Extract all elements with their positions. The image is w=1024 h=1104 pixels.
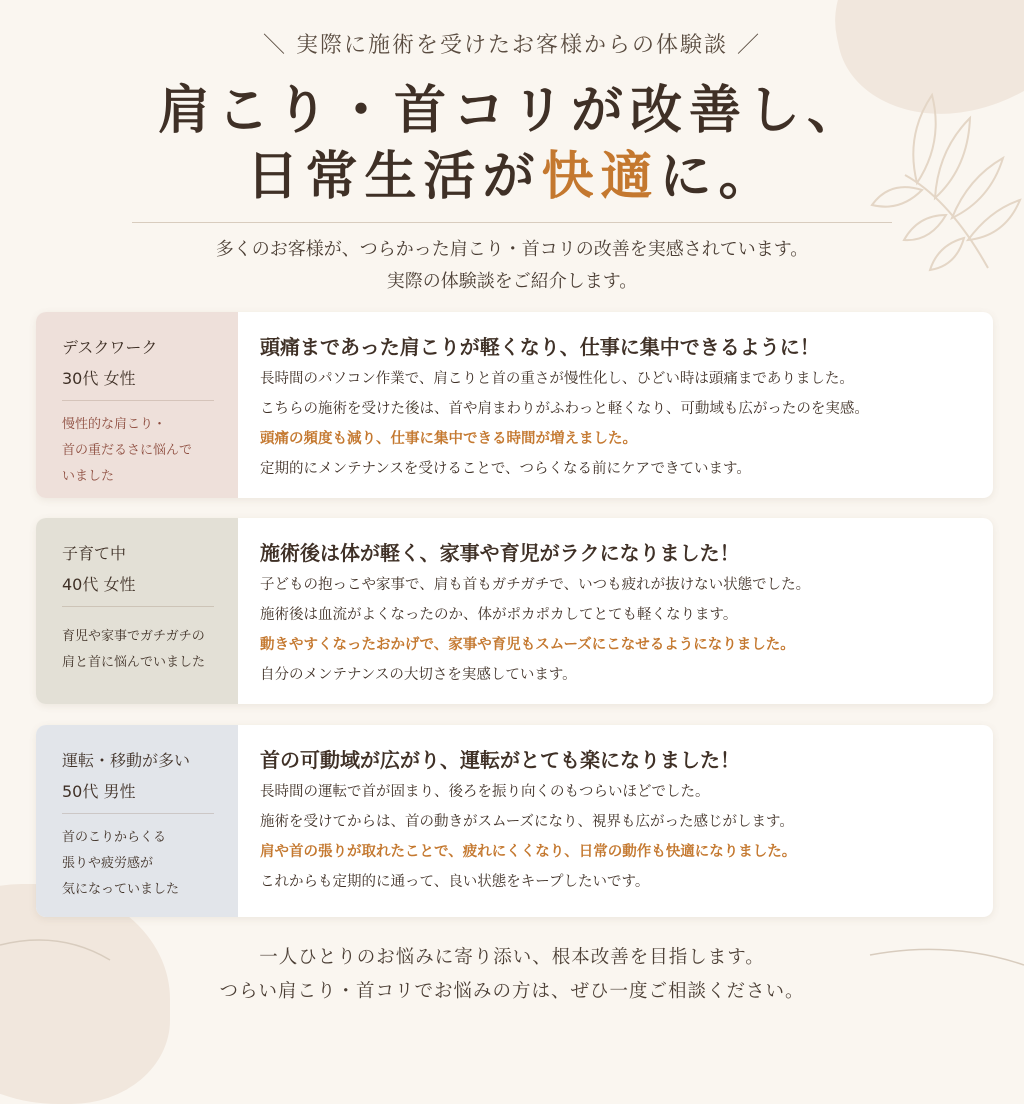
worry-line: 首の重だるさに悩んで — [62, 443, 193, 458]
worry-line: 張りや疲労感が — [62, 856, 154, 871]
customer-worry — [62, 825, 232, 903]
testimonial-title: 首の可動域が広がり、運転がとても楽になりました！ — [260, 748, 740, 772]
worry-line: いました — [62, 469, 115, 484]
customer-info — [62, 745, 232, 807]
testimonial-body — [260, 743, 982, 897]
customer-age-gender: 40代 女性 — [62, 575, 136, 594]
customer-worry — [62, 412, 232, 490]
testimonial-body — [260, 536, 982, 690]
worry-line: 肩と首に悩んでいました — [62, 655, 206, 670]
testimonial-line: 長時間のパソコン作業で、肩こりと首の重さが慢性化し、ひどい時は頭痛までありました。 — [260, 371, 854, 387]
headline — [0, 78, 1024, 210]
worry-line: 育児や家事でガチガチの — [62, 629, 205, 644]
testimonial-line: 定期的にメンテナンスを受けることで、つらくなる前にケアできています。 — [260, 461, 751, 477]
customer-age-gender: 30代 女性 — [62, 369, 136, 388]
headline-line-2 — [0, 144, 1024, 210]
testimonial-line: 自分のメンテナンスの大切さを実感しています。 — [260, 667, 577, 683]
customer-worry — [62, 624, 232, 676]
intro-line-2: 実際の体験談をご紹介します。 — [386, 271, 638, 292]
testimonial-profile — [36, 725, 238, 917]
worry-line: 気になっていました — [62, 882, 180, 897]
testimonial-title: 頭痛まであった肩こりが軽くなり、仕事に集中できるように！ — [260, 335, 820, 359]
profile-divider — [62, 813, 214, 814]
testimonial-card — [36, 518, 993, 704]
profile-divider — [62, 606, 214, 607]
testimonial-card — [36, 312, 993, 498]
intro-text — [0, 234, 1024, 298]
customer-age-gender: 50代 男性 — [62, 782, 136, 801]
testimonial-card — [36, 725, 993, 917]
closing-line-1: 一人ひとりのお悩みに寄り添い、根本改善を目指します。 — [259, 947, 765, 968]
closing-line-2: つらい肩こり・首コリでお悩みの方は、ぜひ一度ご相談ください。 — [219, 981, 805, 1002]
testimonial-highlight-line: 動きやすくなったおかげで、家事や育児もスムーズにこなせるようになりました。 — [260, 637, 795, 653]
testimonial-line: 施術後は血流がよくなったのか、体がポカポカしてとても軽くなります。 — [260, 607, 738, 623]
customer-category: 子育て中 — [62, 544, 127, 563]
testimonial-profile — [36, 312, 238, 498]
testimonial-profile — [36, 518, 238, 704]
customer-category: デスクワーク — [62, 338, 158, 357]
testimonial-line: 子どもの抱っこや家事で、肩も首もガチガチで、いつも疲れが抜けない状態でした。 — [260, 577, 811, 593]
testimonial-title: 施術後は体が軽く、家事や育児がラクになりました！ — [260, 541, 740, 565]
worry-line: 慢性的な肩こり・ — [62, 417, 167, 432]
customer-info — [62, 332, 232, 394]
testimonial-line: こちらの施術を受けた後は、首や肩まわりがふわっと軽くなり、可動域も広がったのを実感。 — [260, 401, 869, 417]
intro-line-1: 多くのお客様が、つらかった肩こり・首コリの改善を実感されています。 — [215, 239, 809, 260]
header-divider — [132, 222, 892, 223]
customer-info — [62, 538, 232, 600]
headline-line-2-pre: 日常生活が — [246, 146, 542, 207]
headline-accent-word: 快適 — [541, 146, 660, 207]
kicker-text: ＼ 実際に施術を受けたお客様からの体験談 ／ — [263, 33, 761, 58]
headline-line-1: 肩こり・首コリが改善し、 — [157, 80, 866, 141]
testimonial-highlight-line: 頭痛の頻度も減り、仕事に集中できる時間が増えました。 — [260, 431, 637, 447]
testimonial-line: これからも定期的に通って、良い状態をキープしたいです。 — [260, 874, 650, 890]
profile-divider — [62, 400, 214, 401]
worry-line: 首のこりからくる — [62, 830, 167, 845]
testimonial-line: 長時間の運転で首が固まり、後ろを振り向くのもつらいほどでした。 — [260, 784, 710, 800]
closing-message — [0, 941, 1024, 1009]
testimonial-highlight-line: 肩や首の張りが取れたことで、疲れにくくなり、日常の動作も快適になりました。 — [260, 844, 797, 860]
testimonial-line: 施術を受けてからは、首の動きがスムーズになり、視界も広がった感じがします。 — [260, 814, 794, 830]
headline-line-2-post: に。 — [659, 146, 778, 207]
testimonial-body — [260, 330, 982, 484]
customer-category: 運転・移動が多い — [62, 751, 191, 770]
